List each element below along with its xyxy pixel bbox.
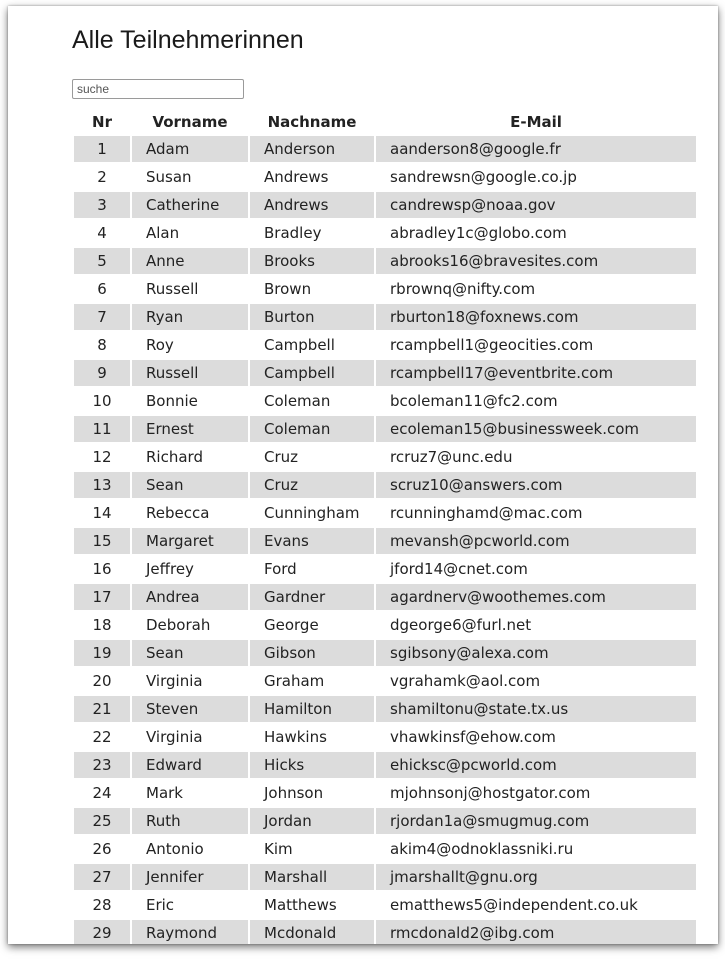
table-body xyxy=(74,136,696,944)
cell-nachname: Hicks xyxy=(250,752,374,778)
cell-nr: 11 xyxy=(74,416,130,442)
cell-email: ecoleman15@businessweek.com xyxy=(376,416,696,442)
cell-email: candrewsp@noaa.gov xyxy=(376,192,696,218)
cell-nr: 23 xyxy=(74,752,130,778)
cell-email: rmcdonald2@ibg.com xyxy=(376,920,696,944)
cell-vorname: Ruth xyxy=(132,808,248,834)
cell-email: abrooks16@bravesites.com xyxy=(376,248,696,274)
cell-vorname: Richard xyxy=(132,444,248,470)
cell-nachname: Kim xyxy=(250,836,374,862)
cell-nr: 9 xyxy=(74,360,130,386)
cell-vorname: Jennifer xyxy=(132,864,248,890)
cell-nr: 22 xyxy=(74,724,130,750)
cell-email: rjordan1a@smugmug.com xyxy=(376,808,696,834)
cell-vorname: Susan xyxy=(132,164,248,190)
cell-nachname: Marshall xyxy=(250,864,374,890)
table-row[interactable] xyxy=(74,668,696,694)
cell-vorname: Virginia xyxy=(132,724,248,750)
cell-nr: 26 xyxy=(74,836,130,862)
cell-nr: 13 xyxy=(74,472,130,498)
table-row[interactable] xyxy=(74,780,696,806)
table-row[interactable] xyxy=(74,360,696,386)
table-row[interactable] xyxy=(74,416,696,442)
cell-email: dgeorge6@furl.net xyxy=(376,612,696,638)
table-row[interactable] xyxy=(74,836,696,862)
cell-nachname: Coleman xyxy=(250,416,374,442)
column-header-nr[interactable]: Nr xyxy=(92,113,112,131)
participants-table xyxy=(72,108,698,944)
cell-nr: 29 xyxy=(74,920,130,944)
cell-nachname: Cunningham xyxy=(250,500,374,526)
cell-email: ehicksc@pcworld.com xyxy=(376,752,696,778)
cell-nachname: Coleman xyxy=(250,388,374,414)
cell-email: sandrewsn@google.co.jp xyxy=(376,164,696,190)
column-header-vorname[interactable]: Vorname xyxy=(152,113,228,131)
cell-email: bcoleman11@fc2.com xyxy=(376,388,696,414)
table-row[interactable] xyxy=(74,528,696,554)
cell-nachname: Campbell xyxy=(250,360,374,386)
cell-nachname: Bradley xyxy=(250,220,374,246)
cell-nr: 21 xyxy=(74,696,130,722)
cell-nr: 1 xyxy=(74,136,130,162)
cell-email: jmarshallt@gnu.org xyxy=(376,864,696,890)
cell-email: vhawkinsf@ehow.com xyxy=(376,724,696,750)
cell-vorname: Margaret xyxy=(132,528,248,554)
table-row[interactable] xyxy=(74,696,696,722)
cell-nr: 2 xyxy=(74,164,130,190)
cell-nachname: Brown xyxy=(250,276,374,302)
cell-nachname: Anderson xyxy=(250,136,374,162)
cell-nachname: Burton xyxy=(250,304,374,330)
table-row[interactable] xyxy=(74,164,696,190)
table-row[interactable] xyxy=(74,724,696,750)
cell-vorname: Sean xyxy=(132,640,248,666)
cell-vorname: Anne xyxy=(132,248,248,274)
cell-email: rcunninghamd@mac.com xyxy=(376,500,696,526)
cell-nr: 6 xyxy=(74,276,130,302)
cell-vorname: Andrea xyxy=(132,584,248,610)
cell-email: rcampbell1@geocities.com xyxy=(376,332,696,358)
page-title: Alle Teilnehmerinnen xyxy=(72,26,304,54)
cell-nr: 10 xyxy=(74,388,130,414)
app-window xyxy=(8,6,718,944)
cell-nachname: Brooks xyxy=(250,248,374,274)
cell-vorname: Jeffrey xyxy=(132,556,248,582)
cell-vorname: Sean xyxy=(132,472,248,498)
cell-vorname: Russell xyxy=(132,360,248,386)
column-header-nachname[interactable]: Nachname xyxy=(267,113,357,131)
cell-email: abradley1c@globo.com xyxy=(376,220,696,246)
cell-nachname: Gibson xyxy=(250,640,374,666)
table-row[interactable] xyxy=(74,472,696,498)
header-row xyxy=(74,110,696,134)
cell-nachname: Andrews xyxy=(250,192,374,218)
cell-nr: 7 xyxy=(74,304,130,330)
cell-email: ematthews5@independent.co.uk xyxy=(376,892,696,918)
cell-nr: 12 xyxy=(74,444,130,470)
cell-nachname: Graham xyxy=(250,668,374,694)
cell-nachname: Jordan xyxy=(250,808,374,834)
cell-email: sgibsony@alexa.com xyxy=(376,640,696,666)
cell-vorname: Rebecca xyxy=(132,500,248,526)
cell-nachname: Ford xyxy=(250,556,374,582)
cell-vorname: Steven xyxy=(132,696,248,722)
table-row[interactable] xyxy=(74,640,696,666)
cell-email: mjohnsonj@hostgator.com xyxy=(376,780,696,806)
cell-nr: 20 xyxy=(74,668,130,694)
table-row[interactable] xyxy=(74,304,696,330)
cell-email: shamiltonu@state.tx.us xyxy=(376,696,696,722)
cell-nachname: Campbell xyxy=(250,332,374,358)
cell-vorname: Roy xyxy=(132,332,248,358)
table-row[interactable] xyxy=(74,808,696,834)
cell-nr: 19 xyxy=(74,640,130,666)
cell-email: rbrownq@nifty.com xyxy=(376,276,696,302)
search-input[interactable] xyxy=(72,79,244,99)
cell-nr: 15 xyxy=(74,528,130,554)
cell-nachname: Evans xyxy=(250,528,374,554)
table-row[interactable] xyxy=(74,444,696,470)
table-row[interactable] xyxy=(74,584,696,610)
cell-vorname: Virginia xyxy=(132,668,248,694)
cell-nachname: Gardner xyxy=(250,584,374,610)
table-row[interactable] xyxy=(74,248,696,274)
cell-email: vgrahamk@aol.com xyxy=(376,668,696,694)
cell-vorname: Ryan xyxy=(132,304,248,330)
cell-email: rburton18@foxnews.com xyxy=(376,304,696,330)
cell-nr: 17 xyxy=(74,584,130,610)
cell-vorname: Deborah xyxy=(132,612,248,638)
cell-email: rcruz7@unc.edu xyxy=(376,444,696,470)
table-row[interactable] xyxy=(74,864,696,890)
cell-nr: 14 xyxy=(74,500,130,526)
table-row[interactable] xyxy=(74,192,696,218)
cell-vorname: Russell xyxy=(132,276,248,302)
cell-nr: 28 xyxy=(74,892,130,918)
cell-nr: 24 xyxy=(74,780,130,806)
cell-vorname: Catherine xyxy=(132,192,248,218)
cell-nachname: George xyxy=(250,612,374,638)
cell-nr: 27 xyxy=(74,864,130,890)
cell-email: akim4@odnoklassniki.ru xyxy=(376,836,696,862)
cell-email: jford14@cnet.com xyxy=(376,556,696,582)
cell-vorname: Edward xyxy=(132,752,248,778)
table-row[interactable] xyxy=(74,136,696,162)
cell-nr: 5 xyxy=(74,248,130,274)
table-row[interactable] xyxy=(74,220,696,246)
cell-vorname: Bonnie xyxy=(132,388,248,414)
cell-nr: 8 xyxy=(74,332,130,358)
cell-nr: 25 xyxy=(74,808,130,834)
cell-nr: 3 xyxy=(74,192,130,218)
table-row[interactable] xyxy=(74,388,696,414)
table-row[interactable] xyxy=(74,500,696,526)
cell-nachname: Hamilton xyxy=(250,696,374,722)
cell-email: mevansh@pcworld.com xyxy=(376,528,696,554)
cell-nr: 18 xyxy=(74,612,130,638)
cell-nachname: Cruz xyxy=(250,472,374,498)
cell-nachname: Johnson xyxy=(250,780,374,806)
table-row[interactable] xyxy=(74,556,696,582)
cell-vorname: Raymond xyxy=(132,920,248,944)
table-row[interactable] xyxy=(74,892,696,918)
column-header-email[interactable]: E-Mail xyxy=(510,113,562,131)
cell-nachname: Cruz xyxy=(250,444,374,470)
cell-vorname: Alan xyxy=(132,220,248,246)
cell-nachname: Andrews xyxy=(250,164,374,190)
cell-vorname: Eric xyxy=(132,892,248,918)
cell-vorname: Adam xyxy=(132,136,248,162)
table-header xyxy=(74,110,696,134)
table-row[interactable] xyxy=(74,612,696,638)
cell-email: rcampbell17@eventbrite.com xyxy=(376,360,696,386)
cell-nachname: Matthews xyxy=(250,892,374,918)
cell-nachname: Hawkins xyxy=(250,724,374,750)
cell-email: aanderson8@google.fr xyxy=(376,136,696,162)
cell-email: scruz10@answers.com xyxy=(376,472,696,498)
table-row[interactable] xyxy=(74,276,696,302)
table-row[interactable] xyxy=(74,752,696,778)
cell-email: agardnerv@woothemes.com xyxy=(376,584,696,610)
cell-vorname: Ernest xyxy=(132,416,248,442)
cell-nachname: Mcdonald xyxy=(250,920,374,944)
table-row[interactable] xyxy=(74,332,696,358)
cell-nr: 4 xyxy=(74,220,130,246)
cell-vorname: Antonio xyxy=(132,836,248,862)
cell-nr: 16 xyxy=(74,556,130,582)
cell-vorname: Mark xyxy=(132,780,248,806)
table-row[interactable] xyxy=(74,920,696,944)
